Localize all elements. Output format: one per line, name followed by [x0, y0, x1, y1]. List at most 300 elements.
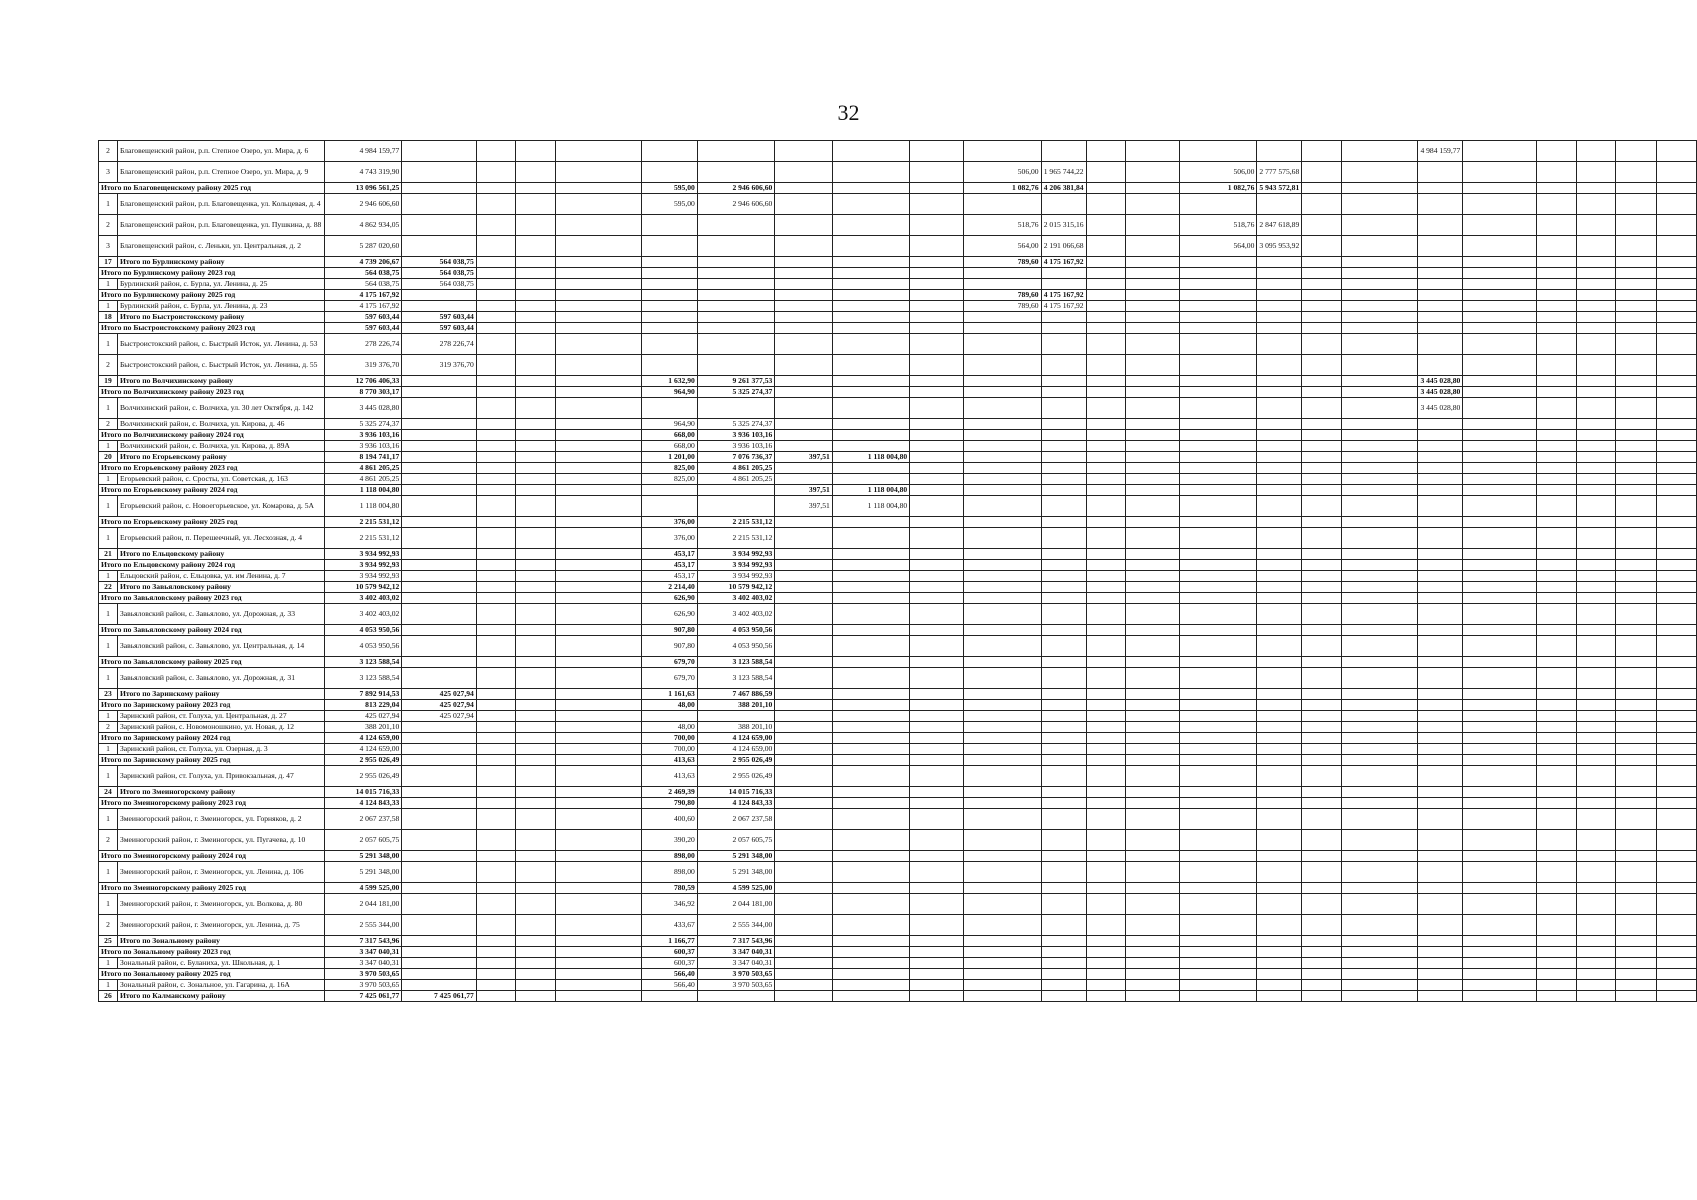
value-cell: [402, 485, 476, 496]
value-cell: [1576, 958, 1615, 969]
value-cell: [1657, 744, 1697, 755]
value-cell: [402, 604, 476, 625]
value-cell: 1 632,90: [642, 376, 698, 387]
row-number: 21: [99, 549, 118, 560]
value-cell: [1463, 787, 1537, 798]
value-cell: [1418, 894, 1463, 915]
value-cell: [476, 744, 515, 755]
value-cell: [1615, 376, 1656, 387]
value-cell: [775, 290, 832, 301]
value-cell: [832, 787, 909, 798]
value-cell: [1180, 257, 1257, 268]
value-cell: [1126, 215, 1180, 236]
value-cell: [1615, 485, 1656, 496]
value-cell: [964, 387, 1041, 398]
value-cell: 907,80: [642, 636, 698, 657]
value-cell: 3 123 588,54: [697, 668, 775, 689]
value-cell: [516, 183, 555, 194]
value-cell: [1257, 604, 1302, 625]
value-cell: [1302, 387, 1341, 398]
value-cell: [1537, 323, 1576, 334]
value-cell: [1126, 787, 1180, 798]
value-cell: [1341, 915, 1418, 936]
value-cell: 5 943 572,81: [1257, 183, 1302, 194]
value-cell: [1463, 549, 1537, 560]
value-cell: [832, 809, 909, 830]
value-cell: [964, 463, 1041, 474]
value-cell: [832, 636, 909, 657]
value-cell: [1657, 290, 1697, 301]
value-cell: [964, 744, 1041, 755]
value-cell: [1126, 528, 1180, 549]
value-cell: [775, 387, 832, 398]
value-cell: 5 291 348,00: [324, 862, 402, 883]
value-cell: [1041, 419, 1086, 430]
value-cell: [555, 711, 642, 722]
value-cell: 2 955 026,49: [697, 766, 775, 787]
value-cell: [1537, 398, 1576, 419]
value-cell: 3 970 503,65: [697, 980, 775, 991]
value-cell: [476, 830, 515, 851]
value-cell: [1657, 549, 1697, 560]
value-cell: [1126, 915, 1180, 936]
value-cell: [1126, 604, 1180, 625]
value-cell: [1576, 571, 1615, 582]
address-cell: Благовещенский район, с. Леньки, ул. Центральная, д. 2: [117, 236, 324, 257]
value-cell: [1086, 798, 1125, 809]
value-cell: [910, 991, 964, 1002]
value-cell: [697, 290, 775, 301]
value-cell: [1615, 571, 1656, 582]
value-cell: [1463, 183, 1537, 194]
value-cell: 1 082,76: [964, 183, 1041, 194]
value-cell: [1537, 915, 1576, 936]
value-cell: 388 201,10: [697, 722, 775, 733]
value-cell: [1257, 419, 1302, 430]
value-cell: [402, 496, 476, 517]
value-cell: [775, 991, 832, 1002]
value-cell: [1126, 766, 1180, 787]
value-cell: [476, 936, 515, 947]
value-cell: [476, 215, 515, 236]
value-cell: [1341, 279, 1418, 290]
value-cell: [1257, 141, 1302, 162]
value-cell: [1341, 851, 1418, 862]
value-cell: [1418, 830, 1463, 851]
value-cell: [1463, 969, 1537, 980]
address-cell: Змеиногорский район, г. Змеиногорск, ул. Ленина, д. 106: [117, 862, 324, 883]
value-cell: [910, 162, 964, 183]
value-cell: [476, 711, 515, 722]
value-cell: 2 214,40: [642, 582, 698, 593]
value-cell: [1463, 441, 1537, 452]
value-cell: [555, 215, 642, 236]
value-cell: [1180, 936, 1257, 947]
value-cell: [1657, 517, 1697, 528]
value-cell: [1180, 862, 1257, 883]
value-cell: 789,60: [964, 301, 1041, 312]
value-cell: [402, 582, 476, 593]
value-cell: [1302, 980, 1341, 991]
value-cell: [964, 958, 1041, 969]
value-cell: [832, 312, 909, 323]
value-cell: [1041, 798, 1086, 809]
value-cell: [910, 830, 964, 851]
value-cell: [1041, 947, 1086, 958]
value-cell: [516, 560, 555, 571]
value-cell: [402, 657, 476, 668]
value-cell: [1302, 141, 1341, 162]
value-cell: [555, 830, 642, 851]
value-cell: [1257, 376, 1302, 387]
value-cell: [1302, 334, 1341, 355]
value-cell: [1302, 279, 1341, 290]
value-cell: [775, 657, 832, 668]
value-cell: [1180, 560, 1257, 571]
value-cell: [1537, 700, 1576, 711]
value-cell: [1657, 268, 1697, 279]
row-number: 24: [99, 787, 118, 798]
value-cell: [1418, 236, 1463, 257]
row-number: 2: [99, 141, 118, 162]
value-cell: [1041, 312, 1086, 323]
value-cell: [1041, 830, 1086, 851]
value-cell: [516, 851, 555, 862]
value-cell: [1126, 625, 1180, 636]
value-cell: [964, 915, 1041, 936]
value-cell: 597 603,44: [324, 312, 402, 323]
value-cell: [516, 657, 555, 668]
value-cell: [1576, 787, 1615, 798]
value-cell: [402, 290, 476, 301]
value-cell: [476, 582, 515, 593]
value-cell: [1418, 496, 1463, 517]
value-cell: [476, 766, 515, 787]
value-cell: [832, 560, 909, 571]
value-cell: 3 347 040,31: [324, 947, 402, 958]
value-cell: [1463, 733, 1537, 744]
value-cell: [1257, 290, 1302, 301]
value-cell: [1257, 593, 1302, 604]
value-cell: [964, 851, 1041, 862]
value-cell: [1615, 657, 1656, 668]
value-cell: [476, 441, 515, 452]
value-cell: 8 770 303,17: [324, 387, 402, 398]
value-cell: [1041, 441, 1086, 452]
total-label: Итого по Завьяловскому району 2025 год: [99, 657, 325, 668]
row-number: 1: [99, 744, 118, 755]
value-cell: [1615, 604, 1656, 625]
table-row: [99, 744, 1697, 755]
value-cell: [697, 991, 775, 1002]
value-cell: [1180, 452, 1257, 463]
value-cell: 2 955 026,49: [697, 755, 775, 766]
value-cell: 595,00: [642, 194, 698, 215]
value-cell: [1418, 657, 1463, 668]
value-cell: [1537, 625, 1576, 636]
value-cell: [775, 809, 832, 830]
value-cell: [1302, 452, 1341, 463]
value-cell: [1657, 463, 1697, 474]
value-cell: [642, 290, 698, 301]
value-cell: [910, 668, 964, 689]
value-cell: [1126, 947, 1180, 958]
total-row: [99, 387, 1697, 398]
value-cell: [555, 883, 642, 894]
value-cell: [1086, 830, 1125, 851]
value-cell: [1341, 582, 1418, 593]
value-cell: 4 124 659,00: [324, 733, 402, 744]
value-cell: 4 175 167,92: [324, 290, 402, 301]
value-cell: [516, 787, 555, 798]
value-cell: [1086, 571, 1125, 582]
value-cell: [555, 936, 642, 947]
value-cell: [1341, 430, 1418, 441]
value-cell: [1086, 194, 1125, 215]
value-cell: [1418, 582, 1463, 593]
value-cell: [1041, 452, 1086, 463]
value-cell: [1180, 636, 1257, 657]
value-cell: [1041, 485, 1086, 496]
value-cell: [1126, 571, 1180, 582]
value-cell: [555, 689, 642, 700]
value-cell: 7 892 914,53: [324, 689, 402, 700]
value-cell: [1180, 689, 1257, 700]
row-number: 1: [99, 668, 118, 689]
value-cell: [1302, 582, 1341, 593]
value-cell: [1657, 830, 1697, 851]
value-cell: [832, 430, 909, 441]
value-cell: [1576, 215, 1615, 236]
value-cell: [476, 323, 515, 334]
value-cell: [1418, 883, 1463, 894]
value-cell: [1180, 593, 1257, 604]
value-cell: [1257, 312, 1302, 323]
value-cell: [1615, 549, 1656, 560]
value-cell: 564 038,75: [402, 268, 476, 279]
value-cell: 9 261 377,53: [697, 376, 775, 387]
value-cell: [1041, 279, 1086, 290]
value-cell: [1576, 625, 1615, 636]
value-cell: [1463, 593, 1537, 604]
value-cell: [832, 268, 909, 279]
value-cell: [1463, 766, 1537, 787]
value-cell: [775, 549, 832, 560]
value-cell: [775, 279, 832, 290]
value-cell: [1341, 593, 1418, 604]
value-cell: [832, 851, 909, 862]
value-cell: 413,63: [642, 766, 698, 787]
value-cell: [832, 215, 909, 236]
value-cell: [1086, 883, 1125, 894]
value-cell: [775, 830, 832, 851]
value-cell: [1657, 958, 1697, 969]
value-cell: 48,00: [642, 722, 698, 733]
value-cell: [476, 883, 515, 894]
value-cell: [516, 496, 555, 517]
value-cell: [1257, 958, 1302, 969]
value-cell: 3 402 403,02: [324, 593, 402, 604]
value-cell: [1302, 883, 1341, 894]
value-cell: [1302, 809, 1341, 830]
value-cell: [910, 485, 964, 496]
value-cell: [555, 549, 642, 560]
value-cell: [1615, 947, 1656, 958]
value-cell: [1418, 268, 1463, 279]
value-cell: [1341, 236, 1418, 257]
value-cell: [910, 334, 964, 355]
value-cell: [1418, 980, 1463, 991]
value-cell: [775, 936, 832, 947]
value-cell: [1341, 485, 1418, 496]
value-cell: [910, 452, 964, 463]
value-cell: 2 555 344,00: [697, 915, 775, 936]
value-cell: [1126, 582, 1180, 593]
value-cell: 14 015 716,33: [697, 787, 775, 798]
value-cell: [1537, 334, 1576, 355]
value-cell: [1537, 141, 1576, 162]
value-cell: [476, 162, 515, 183]
value-cell: 3 934 992,93: [697, 560, 775, 571]
value-cell: [516, 257, 555, 268]
value-cell: [1041, 883, 1086, 894]
value-cell: [1041, 991, 1086, 1002]
address-cell: Благовещенский район, р.п. Степное Озеро, ул. Мира, д. 6: [117, 141, 324, 162]
value-cell: [1657, 376, 1697, 387]
value-cell: [402, 980, 476, 991]
value-cell: 668,00: [642, 430, 698, 441]
value-cell: [1537, 711, 1576, 722]
value-cell: [832, 463, 909, 474]
value-cell: [1086, 787, 1125, 798]
total-label: Итого по Завьяловскому району 2023 год: [99, 593, 325, 604]
value-cell: [1615, 560, 1656, 571]
total-label: Итого по Бурлинскому району 2025 год: [99, 290, 325, 301]
value-cell: [516, 969, 555, 980]
value-cell: [1302, 376, 1341, 387]
value-cell: [1341, 744, 1418, 755]
value-cell: [476, 398, 515, 419]
value-cell: [964, 323, 1041, 334]
value-cell: [1341, 830, 1418, 851]
value-cell: [910, 387, 964, 398]
value-cell: [1257, 668, 1302, 689]
value-cell: [476, 668, 515, 689]
value-cell: [1257, 766, 1302, 787]
value-cell: 4 175 167,92: [1041, 257, 1086, 268]
value-cell: [775, 851, 832, 862]
value-cell: [1576, 722, 1615, 733]
value-cell: 790,80: [642, 798, 698, 809]
total-label: Итого по Заринскому району 2025 год: [99, 755, 325, 766]
value-cell: [964, 474, 1041, 485]
value-cell: 1 166,77: [642, 936, 698, 947]
value-cell: [1463, 722, 1537, 733]
total-row: [99, 549, 1697, 560]
value-cell: [1615, 593, 1656, 604]
value-cell: [476, 636, 515, 657]
value-cell: [1615, 733, 1656, 744]
value-cell: [1537, 463, 1576, 474]
value-cell: [964, 560, 1041, 571]
value-cell: [1180, 268, 1257, 279]
value-cell: [402, 517, 476, 528]
address-cell: Зональный район, с. Зональное, ул. Гагарина, д. 16А: [117, 980, 324, 991]
value-cell: [1126, 969, 1180, 980]
value-cell: 376,00: [642, 528, 698, 549]
value-cell: [1463, 430, 1537, 441]
value-cell: [1576, 183, 1615, 194]
value-cell: [697, 485, 775, 496]
value-cell: 413,63: [642, 755, 698, 766]
value-cell: [402, 787, 476, 798]
total-row: [99, 517, 1697, 528]
value-cell: [964, 625, 1041, 636]
value-cell: 3 123 588,54: [324, 657, 402, 668]
value-cell: [1418, 733, 1463, 744]
value-cell: [1126, 755, 1180, 766]
value-cell: [1576, 528, 1615, 549]
value-cell: [1537, 991, 1576, 1002]
value-cell: [1086, 257, 1125, 268]
value-cell: [402, 452, 476, 463]
value-cell: [1126, 809, 1180, 830]
value-cell: [1463, 194, 1537, 215]
value-cell: 813 229,04: [324, 700, 402, 711]
value-cell: 898,00: [642, 862, 698, 883]
address-cell: Благовещенский район, р.п. Благовещенка, ул. Кольцевая, д. 4: [117, 194, 324, 215]
value-cell: [1463, 268, 1537, 279]
value-cell: 3 936 103,16: [697, 441, 775, 452]
value-cell: [1041, 733, 1086, 744]
value-cell: [1180, 528, 1257, 549]
value-cell: [832, 991, 909, 1002]
value-cell: 3 936 103,16: [697, 430, 775, 441]
value-cell: [1126, 376, 1180, 387]
value-cell: 425 027,94: [402, 711, 476, 722]
value-cell: [1257, 862, 1302, 883]
value-cell: [964, 334, 1041, 355]
value-cell: [832, 236, 909, 257]
value-cell: [1341, 257, 1418, 268]
row-number: 17: [99, 257, 118, 268]
value-cell: [516, 441, 555, 452]
value-cell: [1576, 689, 1615, 700]
value-cell: [555, 441, 642, 452]
value-cell: [1341, 398, 1418, 419]
value-cell: [1126, 636, 1180, 657]
value-cell: [476, 334, 515, 355]
value-cell: [1576, 268, 1615, 279]
value-cell: [1086, 668, 1125, 689]
value-cell: [964, 441, 1041, 452]
value-cell: [1418, 571, 1463, 582]
value-cell: [1180, 517, 1257, 528]
value-cell: [775, 517, 832, 528]
value-cell: 3 936 103,16: [324, 430, 402, 441]
value-cell: [1576, 969, 1615, 980]
value-cell: [476, 376, 515, 387]
value-cell: [555, 657, 642, 668]
value-cell: [516, 268, 555, 279]
value-cell: [1086, 549, 1125, 560]
value-cell: 2 215 531,12: [324, 528, 402, 549]
value-cell: 425 027,94: [324, 711, 402, 722]
value-cell: [516, 215, 555, 236]
value-cell: [964, 969, 1041, 980]
value-cell: [832, 722, 909, 733]
value-cell: [910, 215, 964, 236]
